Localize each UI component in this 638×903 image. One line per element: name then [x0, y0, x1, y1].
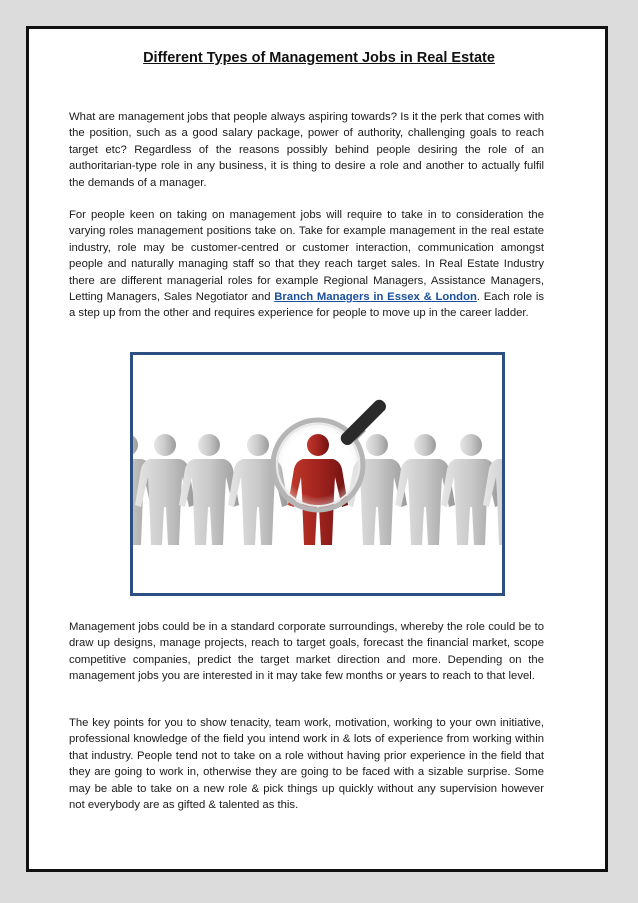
paragraph-1: What are management jobs that people always aspiring towards? Is it the perk that comes with the position, such as a good salary package, power of authority, challenging goals to reach target etc? Regardless of the reasons possibly behind people desiring the role of an authoritarian-type role in any business, it is thing to desire a role and another to actually fulfil the demands of a manager. — [69, 111, 544, 189]
paragraph-2-text-end: . Each role is a step up from the other and requires experience for people to move up in the career ladder. — [69, 291, 544, 320]
document-title: Different Types of Management Jobs in Real Estate — [143, 50, 495, 66]
paragraph-2 — [69, 207, 544, 322]
magnifier-crowd-icon — [133, 355, 502, 593]
paragraph-2-text-start: For people keen on taking on management jobs will require to take in to consideration the varying roles management positions take on. Take for example management in the real estate industry, role may be customer-centred or customer interaction, communication amongst people and naturally managing staff so that they reach target sales. In Real Estate Industry there are different managerial roles for example Regional Managers, Assistance Managers, Letting Managers, Sales Negotiator and — [69, 209, 544, 304]
branch-managers-link[interactable]: Branch Managers in Essex & London — [274, 291, 477, 304]
paragraph-4: The key points for you to show tenacity, team work, motivation, working to your own initiative, professional knowledge of the field you intend work in & lots of experience from working within that industry. People tend not to take on a role without having prior experience in the field that they are going to work in, otherwise they are going to be faced with a sizable surprise. Some may be able to take on a new role & pick things up quickly without any supervision however not everybody are as gifted & talented as this. — [69, 717, 544, 812]
paragraph-3: Management jobs could be in a standard corporate surroundings, whereby the role could be to draw up designs, manage projects, reach to target goals, forecast the financial market, scope competitive companies, predict the target market direction and more. Depending on the management jobs you are interested in it may take few months or years to reach to that level. — [69, 621, 544, 683]
illustration-image — [130, 352, 505, 596]
